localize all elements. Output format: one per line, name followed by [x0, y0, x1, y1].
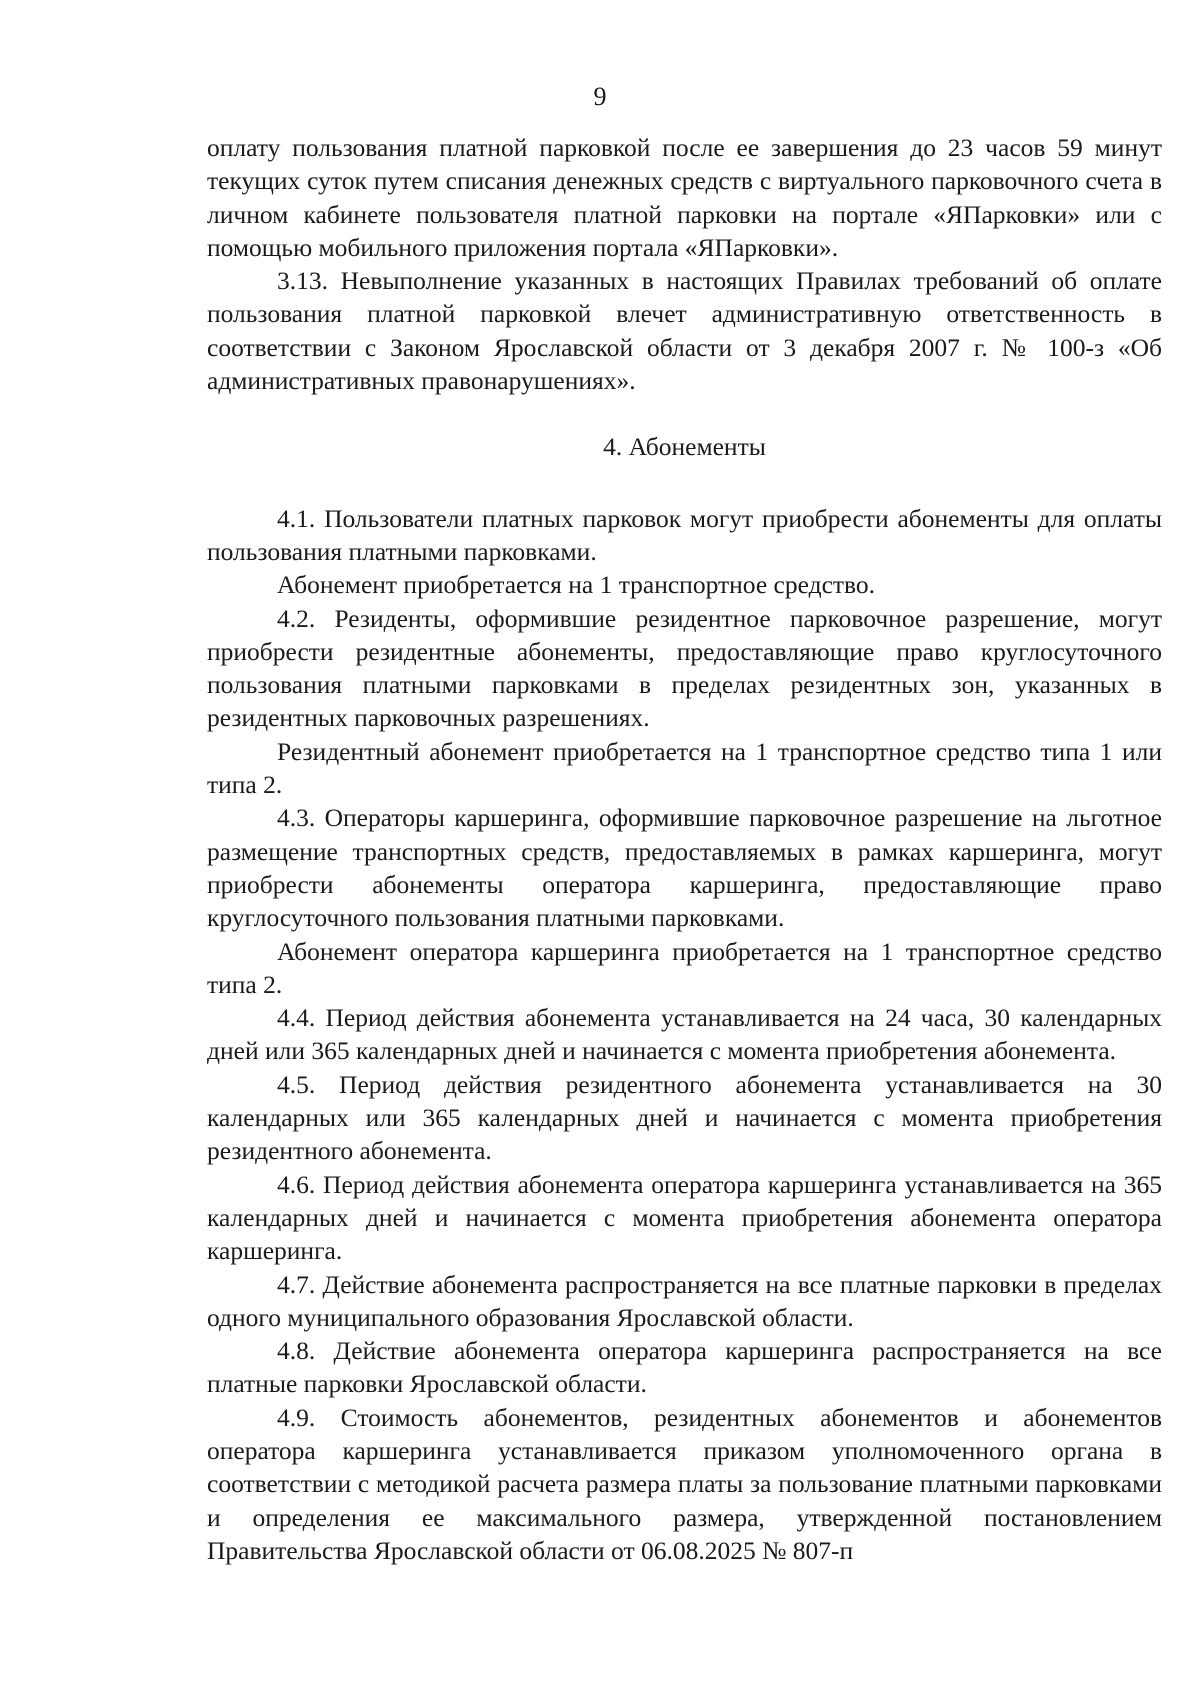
document-body: [207, 131, 1162, 1567]
paragraph-4-8: 4.8. Действие абонемента оператора каршеринга распространяется на все платные парковки Ярославской области.: [207, 1336, 1162, 1399]
paragraph-4-2: 4.2. Резиденты, оформившие резидентное парковочное разрешение, могут приобрести резидентные абонементы, предоставляющие право круглосуточного пользования платными парковками в пределах резидентных зон, указанных в резидентных парковочных разрешениях.: [207, 603, 1162, 733]
paragraph-4-6: 4.6. Период действия абонемента оператора каршеринга устанавливается на 365 календарных дней и начинается с момента приобретения абонемента оператора каршеринга.: [207, 1169, 1162, 1266]
section-heading: 4. Абонементы: [603, 432, 766, 462]
paragraph-4-3-note: Абонемент оператора каршеринга приобретается на 1 транспортное средство типа 2.: [207, 936, 1162, 999]
page-number: 9: [593, 82, 607, 111]
paragraph-4-1: 4.1. Пользователи платных парковок могут приобрести абонементы для оплаты пользования платными парковками.: [207, 503, 1162, 566]
paragraph-4-2-note: Резидентный абонемент приобретается на 1 транспортное средство типа 1 или типа 2.: [207, 736, 1162, 800]
paragraph-4-1-note: Абонемент приобретается на 1 транспортное средство.: [277, 570, 876, 600]
paragraph-4-7: 4.7. Действие абонемента распространяется на все платные парковки в пределах одного муниципального образования Ярославской области.: [207, 1269, 1162, 1332]
paragraph-4-5: 4.5. Период действия резидентного абонемента устанавливается на 30 календарных или 365 календарных дней и начинается с момента приобретения резидентного абонемента.: [207, 1069, 1162, 1166]
paragraph-4-4: 4.4. Период действия абонемента устанавливается на 24 часа, 30 календарных дней или 365 календарных дней и начинается с момента приобретения абонемента.: [207, 1003, 1162, 1066]
paragraph-4-9: 4.9. Стоимость абонементов, резидентных абонементов и абонементов оператора каршеринга устанавливается приказом уполномоченного органа в соответствии с методикой расчета размера платы за пользование платными парковками и определения ее максимального размера, утвержденной постановлением Правительства Ярославской области от 06.08.2025 № 807-п: [207, 1402, 1162, 1565]
paragraph-continuation: оплату пользования платной парковкой после ее завершения до 23 часов 59 минут текущих суток путем списания денежных средств с виртуального парковочного счета в личном кабинете пользователя платной парковки на портале «ЯПарковки» или с помощью мобильного приложения портала «ЯПарковки».: [207, 133, 1162, 262]
paragraph-3-13: 3.13. Невыполнение указанных в настоящих Правилах требований об оплате пользования платной парковкой влечет административную ответственность в соответствии с Законом Ярославской области от 3 декабря 2007 г. № 100-з «Об административных правонарушениях».: [207, 266, 1162, 396]
paragraph-4-3: 4.3. Операторы каршеринга, оформившие парковочное разрешение на льготное размещение транспортных средств, предоставляемых в рамках каршеринга, могут приобрести абонементы оператора каршеринга, предоставляющие право круглосуточного пользования платными парковками.: [207, 803, 1162, 933]
